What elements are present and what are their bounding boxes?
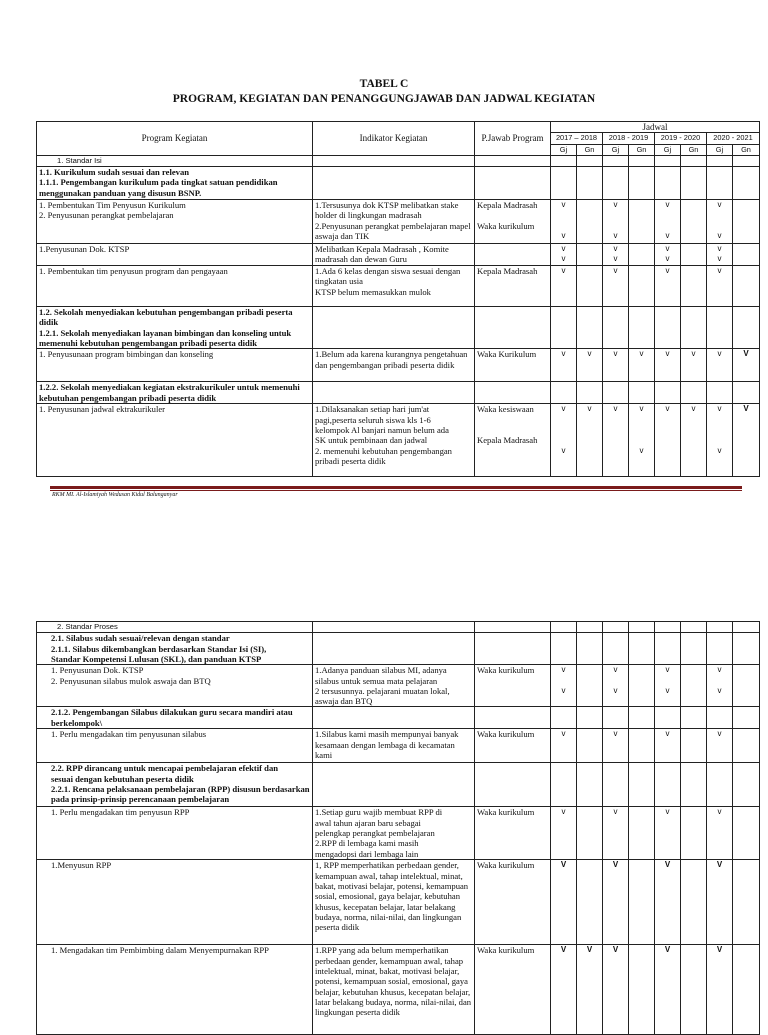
check-mark: v xyxy=(717,665,722,675)
check-mark: v xyxy=(717,445,722,455)
program-cell: 1. Pembentukan tim penyusun program dan pengayaan xyxy=(37,266,313,307)
check-mark: v xyxy=(639,404,644,414)
check-mark: V xyxy=(716,860,723,870)
check-mark: v xyxy=(613,254,618,264)
check-mark: v xyxy=(665,404,670,414)
check-mark: v xyxy=(717,729,722,739)
header-sub: Gn xyxy=(629,144,655,155)
check-mark: v xyxy=(561,254,566,264)
check-mark: V xyxy=(743,349,749,359)
check-mark: v xyxy=(665,685,670,695)
check-mark: v xyxy=(587,349,592,359)
program-cell: 1. Mengadakan tim Pembimbing dalam Menyempurnakan RPP xyxy=(37,945,313,1035)
program-cell: 1. Perlu mengadakan tim penyusun RPP xyxy=(37,807,313,860)
program-cell: 1. Penyusunaan program bimbingan dan konseling xyxy=(37,349,313,382)
check-mark: v xyxy=(717,685,722,695)
schedule-table-1 xyxy=(36,121,760,477)
check-mark: V xyxy=(560,860,567,870)
header-indikator: Indikator Kegiatan xyxy=(313,122,475,156)
header-sub: Gn xyxy=(577,144,603,155)
section-label: 2. Standar Proses xyxy=(37,622,313,633)
header-sub: Gj xyxy=(551,144,577,155)
pjawab-cell: Kepala Madrasah Waka kurikulum xyxy=(475,200,551,244)
header-year: 2020 - 2021 xyxy=(707,133,760,144)
header-sub: Gj xyxy=(707,144,733,155)
program-cell: 1. Penyusunan jadwal ektrakurikuler xyxy=(37,404,313,477)
check-mark: v xyxy=(665,244,670,254)
check-mark: v xyxy=(665,266,670,276)
check-mark: v xyxy=(561,231,566,241)
schedule-table-2 xyxy=(36,621,760,1035)
check-mark: v xyxy=(561,445,566,455)
check-mark: v xyxy=(613,200,618,210)
check-mark: v xyxy=(561,266,566,276)
check-mark: v xyxy=(587,404,592,414)
group-heading: 2.1.2. Pengembangan Silabus dilakukan guru secara mandiri atau berkelompok\ xyxy=(37,707,313,729)
header-pjawab: P.Jawab Program xyxy=(475,122,551,156)
indikator-cell: 1.RPP yang ada belum memperhatikan perbedaan gender, kemampuan awal, tahap intelektual, minat, bakat, motivasi belajar, potensi, kemampuan sosial, emosional, gaya belajar, kebutuhan khusus, kecepatan belajar, latar belakang budaya, norma, nilai-nilai, dan lingkungan peserta didik xyxy=(313,945,475,1035)
pjawab-cell: Waka Kurikulum xyxy=(475,349,551,382)
check-mark: v xyxy=(613,244,618,254)
check-mark: v xyxy=(561,404,566,414)
group-heading: 1.2.2. Sekolah menyediakan kegiatan ekstrakurikuler untuk memenuhi kebutuhan pengembangan pribadi peserta didik xyxy=(37,382,313,404)
program-cell: 1. Perlu mengadakan tim penyusunan silabus xyxy=(37,729,313,763)
check-mark: v xyxy=(665,254,670,264)
check-mark: v xyxy=(639,349,644,359)
group-heading: 1.2. Sekolah menyediakan kebutuhan pengembangan pribadi peserta didik 1.2.1. Sekolah menyediakan layanan bimbingan dan konseling untuk memenuhi kebutuhan pengembangan pribadi peserta didik xyxy=(37,307,313,349)
indikator-cell: 1.Tersusunya dok KTSP melibatkan stake holder di lingkungan madrasah 2.Penyusunan perangkat pembelajaran mapel aswaja dan TIK xyxy=(313,200,475,244)
header-program: Program Kegiatan xyxy=(37,122,313,156)
check-mark: v xyxy=(561,200,566,210)
indikator-cell: 1, RPP memperhatikan perbedaan gender, kemampuan awal, tahap intelektual, minat, bakat, motivasi belajar, potensi, kemampuan sosial, emosional, gaya belajar, kebutuhan khusus, kecepatan belajar, latar belakang budaya, norma, nilai-nilai, dan lingkungan peserta didik xyxy=(313,860,475,945)
check-mark: v xyxy=(613,349,618,359)
check-mark: v xyxy=(717,244,722,254)
header-jadwal: Jadwal xyxy=(551,122,760,133)
check-mark: v xyxy=(717,349,722,359)
header-year: 2018 - 2019 xyxy=(603,133,655,144)
check-mark: V xyxy=(743,404,749,414)
check-mark: v xyxy=(665,349,670,359)
check-mark: v xyxy=(717,807,722,817)
indikator-cell: 1.Ada 6 kelas dengan siswa sesuai dengan tingkatan usia KTSP belum memasukkan mulok xyxy=(313,266,475,307)
indikator-cell: 1.Silabus kami masih mempunyai banyak kesamaan dengan lembaga di kecamatan kami xyxy=(313,729,475,763)
pjawab-cell: Waka kurikulum xyxy=(475,665,551,707)
header-sub: Gn xyxy=(681,144,707,155)
pjawab-cell: Waka kurikulum xyxy=(475,860,551,945)
group-heading: 2.2. RPP dirancang untuk mencapai pembelajaran efektif dan sesuai dengan kebutuhan peserta didik 2.2.1. Rencana pelaksanaan pembelajaran (RPP) disusun berdasarkan pada prinsip-prinsip perencanaan pembelajaran xyxy=(37,763,313,807)
check-mark: v xyxy=(691,404,696,414)
indikator-cell: 1.Adanya panduan silabus MI, adanya silabus untuk semua mata pelajaran 2 tersusunnya. pelajarani muatan lokal, aswaja dan BTQ xyxy=(313,665,475,707)
program-cell: 1.Penyusunan Dok. KTSP xyxy=(37,244,313,266)
check-mark: v xyxy=(613,665,618,675)
check-mark: V xyxy=(560,945,567,955)
doc-title: TABEL C xyxy=(359,78,409,90)
check-mark: v xyxy=(613,729,618,739)
check-mark: v xyxy=(717,200,722,210)
indikator-cell: 1.Setiap guru wajib membuat RPP di awal tahun ajaran baru sebagai pelengkap perangkat pembelajaran 2.RPP di lembaga kami masih mengadopsi dari lembaga lain xyxy=(313,807,475,860)
check-mark: v xyxy=(691,349,696,359)
indikator-cell: 1.Belum ada karena kurangnya pengetahuan dan pengembangan pribadi peserta didik xyxy=(313,349,475,382)
pjawab-cell: Kepala Madrasah xyxy=(475,266,551,307)
check-mark: v xyxy=(717,404,722,414)
check-mark: v xyxy=(613,404,618,414)
check-mark: v xyxy=(613,231,618,241)
indikator-cell: 1.Dilaksanakan setiap hari jum'at pagi,peserta seluruh siswa kls 1-6 kelompok Al banjari namun belum ada SK untuk pembinaan dan jadwal 2. memenuhi kebutuhan pengembangan pribadi peserta didik xyxy=(313,404,475,477)
check-mark: V xyxy=(612,860,619,870)
section-label: 1. Standar Isi xyxy=(37,155,313,166)
pjawab-cell: Waka kesiswaan Kepala Madrasah xyxy=(475,404,551,477)
header-sub: Gn xyxy=(733,144,760,155)
check-mark: v xyxy=(561,685,566,695)
check-mark: V xyxy=(612,945,619,955)
header-sub: Gj xyxy=(655,144,681,155)
pjawab-cell: Waka kurikulum xyxy=(475,807,551,860)
group-heading: 2.1. Silabus sudah sesuai/relevan dengan standar 2.1.1. Silabus dikembangkan berdasarkan Standar Isi (SI), Standar Kompetensi Lulusan (SKL), dan panduan KTSP xyxy=(37,633,313,665)
program-cell: 1. Penyusunan Dok. KTSP 2. Penyusunan silabus mulok aswaja dan BTQ xyxy=(37,665,313,707)
check-mark: V xyxy=(586,945,593,955)
footer-rule xyxy=(50,490,742,491)
header-year: 2019 - 2020 xyxy=(655,133,707,144)
check-mark: v xyxy=(717,231,722,241)
check-mark: v xyxy=(561,244,566,254)
check-mark: v xyxy=(717,266,722,276)
check-mark: V xyxy=(664,860,671,870)
check-mark: v xyxy=(561,729,566,739)
check-mark: v xyxy=(665,729,670,739)
pjawab-cell: Waka kurikulum xyxy=(475,729,551,763)
check-mark: v xyxy=(665,807,670,817)
check-mark: V xyxy=(664,945,671,955)
pjawab-cell: Waka kurikulum xyxy=(475,945,551,1035)
group-heading: 1.1. Kurikulum sudah sesuai dan relevan 1.1.1. Pengembangan kurikulum pada tingkat satuan pendidikan menggunakan panduan yang disusun BSNP. xyxy=(37,167,313,200)
check-mark: v xyxy=(665,665,670,675)
check-mark: V xyxy=(716,945,723,955)
check-mark: v xyxy=(717,254,722,264)
check-mark: v xyxy=(561,665,566,675)
check-mark: v xyxy=(639,445,644,455)
program-cell: 1. Pembentukan Tim Penyusun Kurikulum 2. Penyusunan perangkat pembelajaran xyxy=(37,200,313,244)
footer-text: RKM MI. Al-Islamiyah Wedusan Kidul Balunganyar xyxy=(52,492,178,498)
check-mark: v xyxy=(665,231,670,241)
footer-rule xyxy=(50,486,742,489)
doc-subtitle: PROGRAM, KEGIATAN DAN PENANGGUNGJAWAB DAN JADWAL KEGIATAN xyxy=(172,93,596,105)
check-mark: v xyxy=(613,266,618,276)
check-mark: v xyxy=(613,685,618,695)
check-mark: v xyxy=(561,349,566,359)
indikator-cell: Melibatkan Kepala Madrasah , Komite madrasah dan dewan Guru xyxy=(313,244,475,266)
check-mark: v xyxy=(613,807,618,817)
header-sub: Gj xyxy=(603,144,629,155)
program-cell: 1.Menyusun RPP xyxy=(37,860,313,945)
check-mark: v xyxy=(665,200,670,210)
header-year: 2017 – 2018 xyxy=(551,133,603,144)
check-mark: v xyxy=(561,807,566,817)
